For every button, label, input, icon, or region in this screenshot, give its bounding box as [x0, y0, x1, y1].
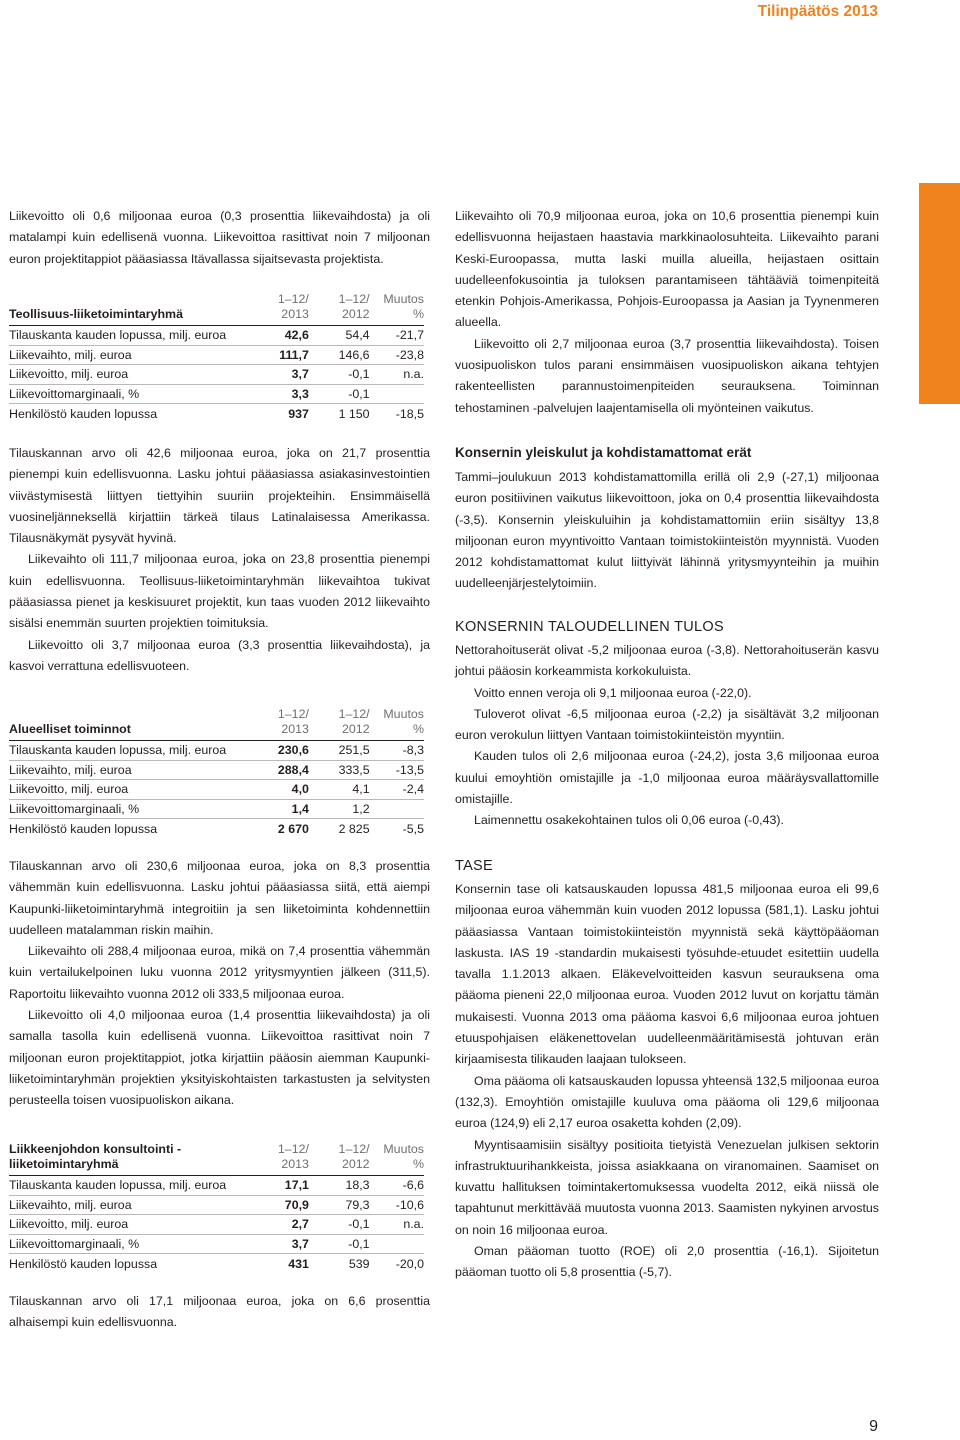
left-body-1: [9, 443, 430, 677]
left-body-3: [9, 1291, 430, 1334]
col-header-2013: 1–12/ 2013: [226, 707, 309, 741]
table-row: Henkilöstö kauden lopussa 937 1 150 -18,5: [9, 406, 424, 421]
table-row: Tilauskanta kauden lopussa, milj. euroa 230,6 251,5 -8,3: [9, 741, 424, 761]
col-header-2012: 1–12/ 2012: [309, 292, 370, 326]
col-header-2012: 1–12/ 2012: [309, 707, 370, 741]
table-row: Liikevoitto, milj. euroa 3,7 -0,1 n.a.: [9, 365, 424, 385]
col-header-2013: 1–12/ 2013: [226, 1142, 309, 1176]
table-row: Liikevaihto, milj. euroa 70,9 79,3 -10,6: [9, 1195, 424, 1215]
left-body-2: [9, 856, 430, 1112]
body-paragraph: Nettorahoituserät olivat -5,2 miljoonaa euroa (-3,8). Nettorahoituserän kasvu johtui pääosin korkeammista korkokuluista.: [455, 643, 879, 679]
col-header-change: Muutos %: [370, 292, 424, 326]
col-header-2013: 1–12/ 2013: [226, 292, 309, 326]
section-heading: KONSERNIN TALOUDELLINEN TULOS: [455, 619, 724, 635]
body-paragraph: Liikevaihto oli 111,7 miljoonaa euroa, joka on 23,8 prosenttia pienempi kuin edellisvuonna. Teollisuus-liiketoimintaryhmän liikevaihtoa tukivat pääasiassa pienet ja keskisuuret projektit, kun taas vuoden 2012 liikevaihto sisälsi enemmän suurten projektien toimituksia.: [9, 552, 430, 631]
table-row: Tilauskanta kauden lopussa, milj. euroa 17,1 18,3 -6,6: [9, 1176, 424, 1196]
table-row: Liikevaihto, milj. euroa 288,4 333,5 -13,5: [9, 760, 424, 780]
table-row: Liikevoitto, milj. euroa 2,7 -0,1 n.a.: [9, 1215, 424, 1235]
right-intro: [455, 206, 879, 419]
table-row: Liikevaihto, milj. euroa 111,7 146,6 -23,8: [9, 345, 424, 365]
body-paragraph: Liikevoitto oli 2,7 miljoonaa euroa (3,7 prosenttia liikevaihdosta). Toisen vuosipuoliskon tulos parani ensimmäisen vuosipuoliskon aikana tehtyjen rakenteellisten parannustoimenpiteiden seurauksena. Toiminnan tehostaminen -palvelujen laajentamisella oli myönteinen vaikutus.: [455, 336, 879, 415]
col-header-change: Muutos %: [370, 1142, 424, 1176]
table-row: Liikevoitto, milj. euroa 4,0 4,1 -2,4: [9, 780, 424, 800]
body-paragraph: Liikevoitto oli 4,0 miljoonaa euroa (1,4 prosenttia liikevaihdosta) ja oli samalla tasolla kuin edellisenä vuonna. Liikevoittoa rasittivat noin 7 miljoonan euron projektitappiot, jotka kirjattiin pääosin aiemman Kaupunki-liiketoimintaryhmän projektien yksityiskohtaisten tarkastusten ja selvitysten perusteella toisen vuosipuoliskon aikana.: [9, 1008, 430, 1108]
body-paragraph: Kauden tulos oli 2,6 miljoonaa euroa (-24,2), josta 3,6 miljoonaa euroa kuului emoyhtiön omistajille ja -1,0 miljoonaa euroa määräysvallattomille omistajille.: [455, 749, 879, 807]
body-paragraph: Oman pääoman tuotto (ROE) oli 2,0 prosenttia (-16,1). Sijoitetun pääoman tuotto oli 5,8 prosenttia (-5,7).: [455, 1244, 879, 1280]
col-header-2012: 1–12/ 2012: [309, 1142, 370, 1176]
section-heading: TASE: [455, 858, 493, 874]
document-header-title: Tilinpäätös 2013: [757, 3, 878, 20]
table-row: Henkilöstö kauden lopussa 2 670 2 825 -5,5: [9, 821, 424, 836]
table-row: Liikevoittomarginaali, % 3,7 -0,1: [9, 1234, 424, 1254]
left-intro: [9, 206, 430, 270]
intro-paragraph: Liikevoitto oli 0,6 miljoonaa euroa (0,3 prosenttia liikevaihdosta) ja oli matalampi kuin edellisenä vuonna. Liikevoittoa rasittivat noin 7 miljoonan euron projektitappiot pääasiassa Itävallassa sijaitsevasta projektista.: [9, 209, 430, 266]
body-paragraph: Liikevaihto oli 70,9 miljoonaa euroa, joka on 10,6 prosenttia pienempi kuin edellisvuonna heijastaen haastavia markkinaolosuhteita. Liikevaihto parani Keski-Euroopassa, mutta laski muilla alueilla, heijastaen osittain uudelleenfokusointia ja tuloksen parantamiseen tähtääviä toimenpiteitä etenkin Pohjois-Amerikassa, Pohjois-Euroopassa ja Aasian ja Tyynenmeren alueella.: [455, 209, 879, 330]
body-paragraph: Tilauskannan arvo oli 230,6 miljoonaa euroa, joka on 8,3 prosenttia vähemmän kuin edellisvuonna. Lasku johtui pääasiassa siitä, että aiempi Kaupunki-liiketoimintaryhmä integroitiin ja sen liiketoiminta kohdennettiin uudelleen matalamman riskin maihin.: [9, 859, 430, 937]
orange-section-tab: [919, 183, 960, 404]
body-paragraph: Tammi–joulukuun 2013 kohdistamattomilla erillä oli 2,9 (-27,1) miljoonaa euron positiivinen vaikutus liikevoittoon, joka on 0,4 prosenttia liikevaihdosta (-3,5). Konsernin yleiskuluihin ja kohdistamattomiin eriin sisältyy 13,8 miljoonan euron myyntivoitto Vantaan toimistokiinteistön myynnistä. Vuoden 2012 kohdistamattomat kulut liittyivät lähinnä yritysmyynteihin ja muihin uudelleenjärjestelytoimiin.: [455, 470, 879, 591]
table-title: Liikkeenjohdon konsultointi -liiketoimintaryhmä: [9, 1142, 226, 1176]
table-title: Teollisuus-liiketoimintaryhmä: [9, 292, 226, 326]
body-paragraph: Tilauskannan arvo oli 17,1 miljoonaa euroa, joka on 6,6 prosenttia alhaisempi kuin edellisvuonna.: [9, 1294, 430, 1330]
body-paragraph: Liikevaihto oli 288,4 miljoonaa euroa, mikä on 7,4 prosenttia vähemmän kuin vertailukelpoinen luku vuonna 2012 yritysmyyntien jälkeen (311,5). Raportoitu liikevaihto vuonna 2012 oli 333,5 miljoonaa euroa.: [9, 944, 430, 1001]
body-paragraph: Laimennettu osakekohtainen tulos oli 0,06 euroa (-0,43).: [474, 813, 784, 828]
body-paragraph: Oma pääoma oli katsauskauden lopussa yhteensä 132,5 miljoonaa euroa (132,3). Emoyhtiön omistajille kuuluva oma pääoma oli 129,6 miljoonaa euroa (124,9) eli 2,17 euroa osaketta kohden (2,09).: [455, 1073, 879, 1131]
table-row: Liikevoittomarginaali, % 1,4 1,2: [9, 799, 424, 819]
kpi-table-industry: [9, 292, 424, 423]
table-row: Tilauskanta kauden lopussa, milj. euroa 42,6 54,4 -21,7: [9, 326, 424, 346]
body-paragraph: Voitto ennen veroja oli 9,1 miljoonaa euroa (-22,0).: [474, 685, 752, 700]
section-heading: Konsernin yleiskulut ja kohdistamattomat erät: [455, 445, 752, 460]
body-paragraph: Konsernin tase oli katsauskauden lopussa 481,5 miljoonaa euroa eli 99,6 miljoonaa euroa vähemmän kuin vuoden 2012 lopussa (581,1). Lasku johtui pääasiassa Vantaan toimistokiinteistön myynnistä sekä käyttöpääoman laskusta. IAS 19 -standardin mukaisesti työsuhde-etuudet esitettiin uudella tavalla 1.1.2013 alkaen. Eläkevelvoitteiden kasvun seurauksena oma pääoma pieneni 22,0 miljoonaa euroa. Vuoden 2012 luvut on korjattu tämän mukaisesti. Vuonna 2013 oma pääoma kasvoi 6,6 miljoonaa euroa johtuen etuuspohjaisen eläkenettovelan uudelleenmääritämisestä johtuvan erän kirjaamisesta tilikauden laajaan tulokseen.: [455, 882, 879, 1067]
page-number: 9: [869, 1418, 878, 1435]
table-title: Alueelliset toiminnot: [9, 707, 226, 741]
kpi-table-regional: [9, 707, 424, 838]
body-paragraph: Liikevoitto oli 3,7 miljoonaa euroa (3,3 prosenttia liikevaihdosta), ja kasvoi verrattuna edellisvuoteen.: [9, 637, 430, 673]
body-paragraph: Myyntisaamisiin sisältyy positioita tietyistä Venezuelan julkisen sektorin infrastruktuurihankkeista, joissa asiakkaana on viranomainen. Saamiset on kuvattu hallituksen toimintakertomuksessa vuodelta 2012, eikä niissä ole tapahtunut merkittävää muutosta vuonna 2013. Saamisten nykyinen arvostus on noin 16 miljoonaa euroa.: [455, 1137, 879, 1237]
body-paragraph: Tuloverot olivat -6,5 miljoonaa euroa (-2,2) ja sisältävät 3,2 miljoonan euron verokulun liittyen Vantaan toimistokiinteistön myyntiin.: [455, 706, 879, 743]
table-row: Henkilöstö kauden lopussa 431 539 -20,0: [9, 1256, 424, 1271]
col-header-change: Muutos %: [370, 707, 424, 741]
kpi-table-consulting: [9, 1142, 424, 1273]
section-balance-sheet: [455, 857, 879, 1284]
section-overheads: [455, 444, 879, 595]
table-row: Liikevoittomarginaali, % 3,3 -0,1: [9, 384, 424, 404]
body-paragraph: Tilauskannan arvo oli 42,6 miljoonaa euroa, joka on 21,7 prosenttia pienempi kuin edellisvuonna. Lasku johtui pääasiassa asiakasinvestointien viivästymisestä liittyen tiettyihin suuriin projekteihin. Ensimmäisellä vuosineljänneksellä kirjattiin tärkeä tilaus Latinalaisessa Amerikassa. Tilausnäkymät pysyvät hyvinä.: [9, 446, 430, 546]
section-financial-result: [455, 618, 879, 832]
